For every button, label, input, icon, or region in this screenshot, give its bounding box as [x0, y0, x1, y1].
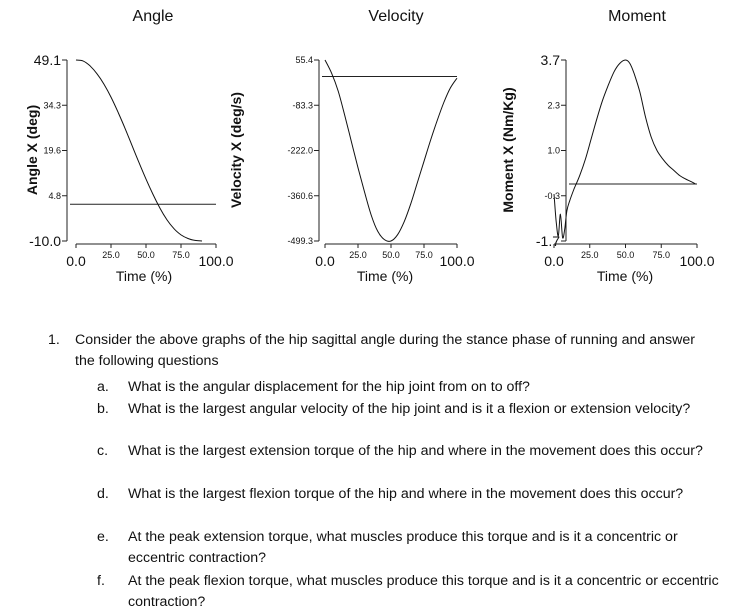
subquestion-letter: d.: [97, 486, 109, 502]
subquestion-letter: f.: [97, 573, 105, 589]
subquestion-letter: c.: [97, 443, 109, 459]
subquestion-letter: a.: [97, 379, 109, 395]
x-tick-label: 100.0: [198, 253, 234, 269]
subquestion-text: What is the largest extension torque of the hip and where in the movement does this occur?: [128, 443, 703, 459]
series-line: [325, 60, 457, 241]
y-axis-label: Velocity X (deg/s): [228, 92, 244, 208]
subquestion-text: At the peak extension torque, what muscles produce this torque and is it a concentric or eccentric contraction?: [128, 529, 678, 566]
y-tick-label: 19.6: [43, 145, 61, 156]
y-tick-label: -0.3: [544, 190, 560, 201]
x-axis-label: Time (%): [356, 268, 414, 284]
chart-velocity: [228, 8, 475, 284]
x-tick-label: 75.0: [415, 250, 433, 260]
y-tick-label: 3.7: [540, 52, 560, 68]
x-tick-label: 75.0: [652, 250, 671, 260]
x-axis-label: Time (%): [596, 268, 654, 284]
y-tick-label: -360.6: [287, 190, 313, 201]
chart-moment: [500, 8, 715, 284]
y-tick-label: 34.3: [43, 100, 61, 111]
chart-angle: [24, 8, 234, 284]
chart-title: Angle: [132, 8, 174, 25]
y-tick-label: -1.7: [535, 233, 560, 249]
question-prompt: Consider the above graphs of the hip sagittal angle during the stance phase of running and answer the following questions: [75, 332, 695, 369]
subquestion-text: What is the angular displacement for the hip joint from on to off?: [128, 379, 530, 395]
y-axis-label: Moment X (Nm/Kg): [500, 87, 516, 213]
x-axis-label: Time (%): [115, 268, 173, 284]
subquestion-text: What is the largest angular velocity of the hip joint and is it a flexion or extension velocity?: [128, 401, 691, 417]
chart-title: Moment: [608, 8, 666, 25]
x-tick-label: 50.0: [137, 250, 155, 260]
subquestion-letter: b.: [97, 401, 109, 417]
y-tick-label: -83.3: [292, 100, 313, 111]
x-tick-label: 0.0: [315, 253, 335, 269]
graphs-figure: [0, 0, 731, 300]
y-tick-label: 4.8: [48, 190, 61, 201]
x-tick-label: 100.0: [679, 253, 715, 269]
y-tick-label: 49.1: [33, 52, 61, 68]
y-tick-label: 2.3: [547, 100, 560, 111]
y-axis-label: Angle X (deg): [24, 104, 40, 196]
question-number: 1.: [48, 332, 60, 348]
x-tick-label: 100.0: [439, 253, 475, 269]
x-tick-label: 25.0: [349, 250, 367, 260]
subquestion-text: What is the largest flexion torque of the hip and where in the movement does this occur?: [128, 486, 684, 502]
x-tick-label: 0.0: [66, 253, 86, 269]
y-tick-label: 1.0: [547, 145, 560, 156]
y-tick-label: -499.3: [287, 236, 313, 246]
series-line: [76, 60, 202, 241]
x-tick-label: 50.0: [382, 250, 400, 260]
subquestion-text: At the peak flexion torque, what muscles produce this torque and is it a concentric or eccentric contraction?: [128, 573, 719, 610]
x-tick-label: 25.0: [102, 250, 120, 260]
x-tick-label: 50.0: [616, 250, 635, 260]
x-tick-label: 75.0: [172, 250, 190, 260]
y-tick-label: -10.0: [29, 233, 61, 249]
y-tick-label: 55.4: [295, 55, 313, 65]
x-tick-label: 0.0: [544, 253, 564, 269]
chart-title: Velocity: [368, 8, 424, 25]
y-tick-label: -222.0: [287, 145, 313, 156]
subquestion-letter: e.: [97, 529, 109, 545]
x-tick-label: 25.0: [580, 250, 599, 260]
series-line: [554, 60, 696, 238]
